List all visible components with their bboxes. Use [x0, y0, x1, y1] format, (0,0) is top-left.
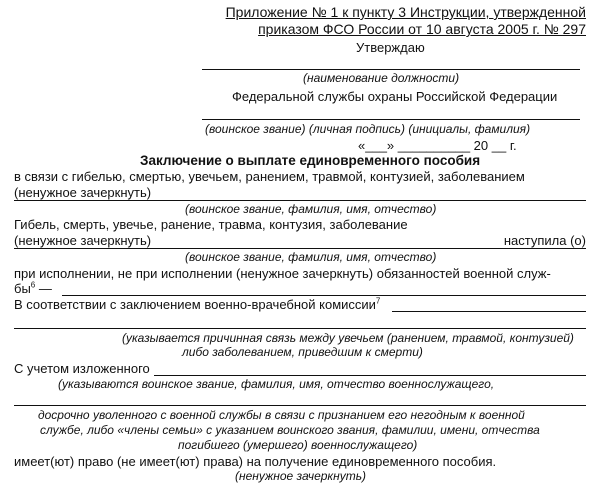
body-line-7: имеет(ют) право (не имеет(ют) права) на получение единовременного пособия.: [14, 454, 497, 469]
blank-line-5: [14, 328, 586, 329]
strike-note-1: (ненужное зачеркнуть): [14, 185, 152, 200]
body-line-6: С учетом изложенного: [14, 361, 150, 376]
body-line-1: в связи с гибелью, смертью, увечьем, ранением, травмой, контузией, заболеванием: [14, 169, 525, 184]
header-line-2: приказом ФСО России от 10 августа 2005 г. № 297: [258, 21, 586, 37]
footnote-7: 7: [375, 296, 381, 306]
caption-1: (воинское звание, фамилия, имя, отчество): [185, 202, 437, 216]
blank-line-4: [392, 311, 586, 312]
position-caption: (наименование должности): [303, 71, 460, 85]
position-blank-line: [202, 69, 580, 70]
body-line-3: при исполнении, не при исполнении (ненужное зачеркнуть) обязанностей военной служ-: [14, 266, 551, 281]
body-line-4: [14, 281, 52, 296]
caption-5b: службе, либо «члены семьи» с указанием воинского звания, фамилии, имени, отчества: [40, 423, 540, 437]
document-title: Заключение о выплате единовременного пособия: [140, 153, 481, 168]
caption-4: (указываются воинское звание, фамилия, имя, отчество военнослужащего,: [58, 377, 495, 391]
footnote-6: 6: [30, 280, 36, 290]
date-line: «___» __________ 20 __ г.: [358, 138, 517, 153]
body-line-4-text: бы: [14, 281, 31, 296]
caption-3b: либо заболеванием, приведшим к смерти): [182, 345, 423, 359]
blank-line-2: [14, 248, 586, 249]
blank-line-3: [62, 295, 586, 296]
caption-2: (воинское звание, фамилия, имя, отчество): [185, 250, 437, 264]
blank-line-1: [14, 200, 586, 201]
caption-3a: (указывается причинная связь между увечьем (ранением, травмой, контузией): [122, 331, 574, 345]
caption-6: (ненужное зачеркнуть): [235, 469, 366, 483]
blank-line-7: [14, 405, 586, 406]
body-line-5-text: В соответствии с заключением военно-врачебной комиссии: [14, 297, 376, 312]
approve-label: Утверждаю: [356, 40, 425, 55]
service-name: Федеральной службы охраны Российской Федерации: [232, 89, 558, 104]
signature-caption: (воинское звание) (личная подпись) (инициалы, фамилия): [205, 122, 531, 136]
caption-5c: погибшего (умершего) военнослужащего): [178, 438, 418, 452]
blank-line-6: [154, 375, 586, 376]
header-line-1: Приложение № 1 к пункту 3 Инструкции, утвержденной: [225, 4, 586, 20]
body-line-4-dash: —: [35, 281, 52, 296]
strike-note-2: (ненужное зачеркнуть): [14, 233, 152, 248]
body-line-5: [14, 297, 380, 312]
body-line-2: Гибель, смерть, увечье, ранение, травма, контузия, заболевание: [14, 217, 408, 232]
signature-blank-line: [202, 119, 580, 120]
caption-5a: досрочно уволенного с военной службы в связи с признанием его негодным к военной: [38, 408, 525, 422]
occurred-label: наступила (о): [503, 233, 586, 248]
